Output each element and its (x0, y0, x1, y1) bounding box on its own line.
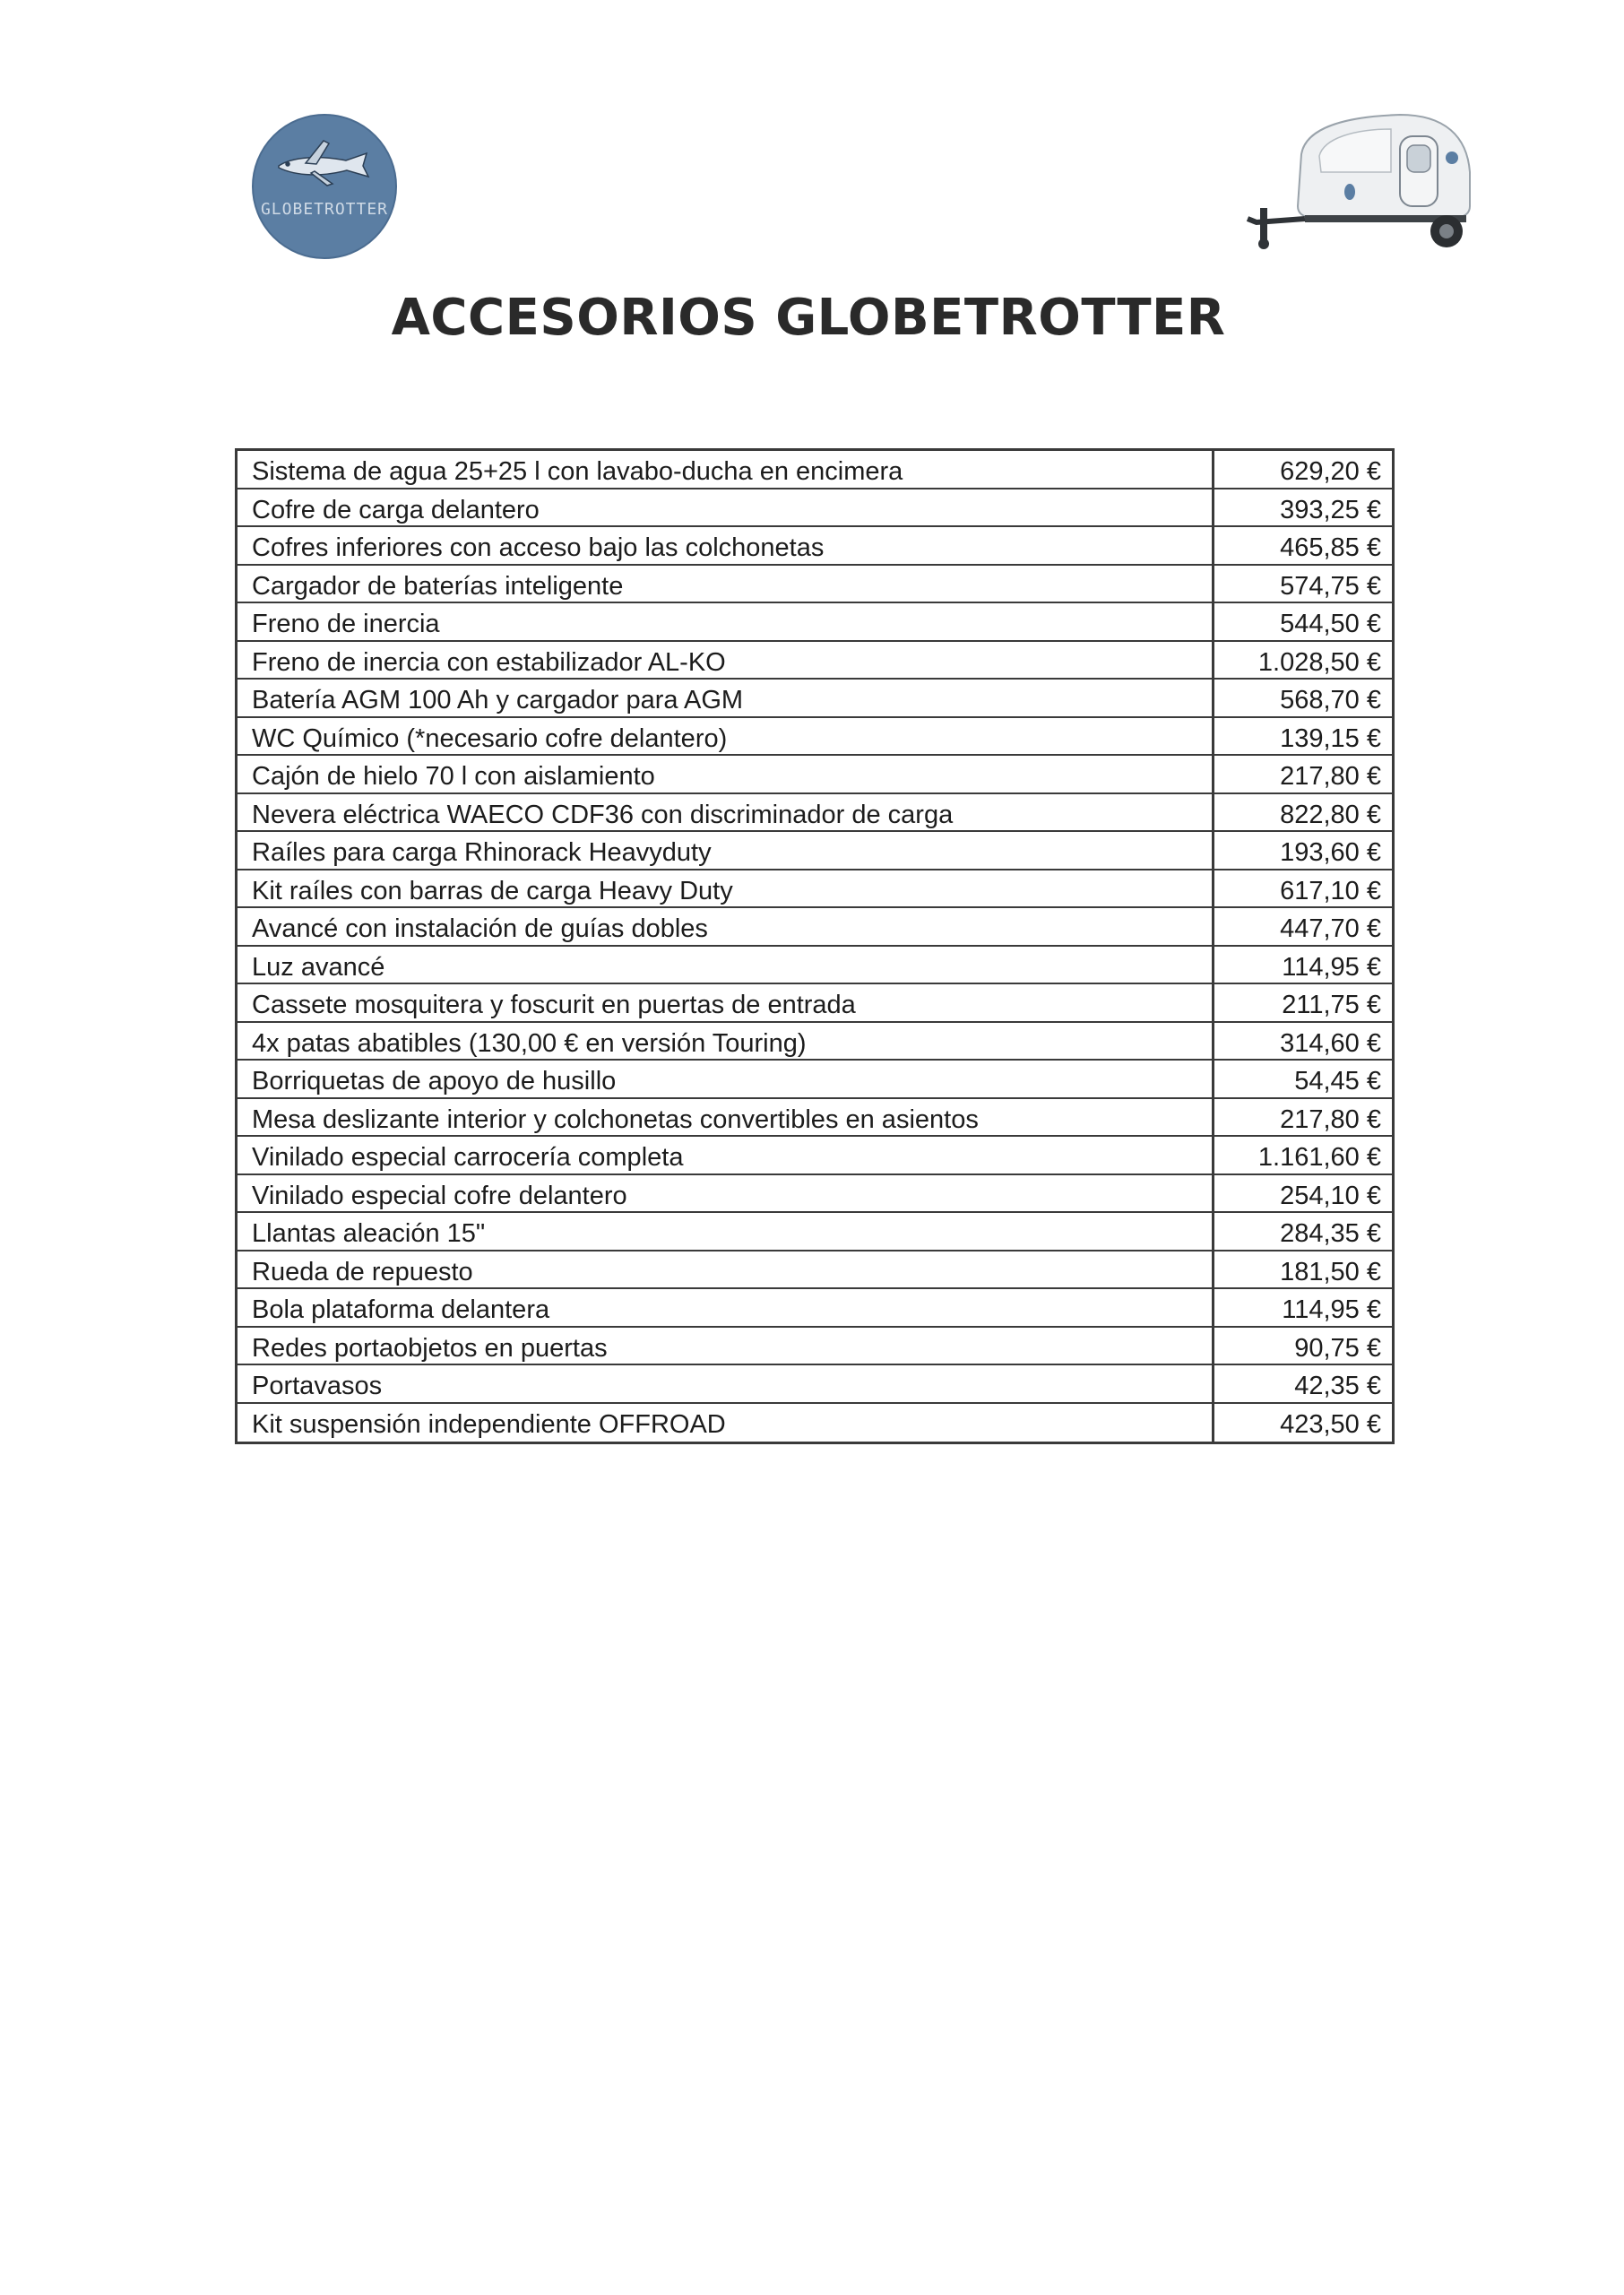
accessory-name: WC Químico (*necesario cofre delantero) (252, 723, 728, 753)
accessory-price: 254,10 € (1212, 1175, 1392, 1212)
table-row (238, 680, 1392, 718)
table-row (238, 451, 1392, 489)
table-row (238, 1213, 1392, 1251)
accessory-name: Vinilado especial cofre delantero (252, 1181, 627, 1210)
accessory-price: 54,45 € (1212, 1061, 1392, 1097)
table-row (238, 527, 1392, 566)
accessory-price: 284,35 € (1212, 1213, 1392, 1250)
accessory-price: 193,60 € (1212, 832, 1392, 869)
accessory-price: 42,35 € (1212, 1365, 1392, 1402)
table-row (238, 489, 1392, 528)
table-row (238, 1023, 1392, 1061)
accessory-price: 211,75 € (1212, 984, 1392, 1021)
accessory-name: Rueda de repuesto (252, 1257, 473, 1286)
accessory-name: Batería AGM 100 Ah y cargador para AGM (252, 686, 744, 714)
table-row (238, 794, 1392, 833)
accessory-name: Vinilado especial carrocería completa (252, 1143, 684, 1172)
table-row (238, 832, 1392, 870)
accessory-name: Freno de inercia con estabilizador AL-KO (252, 647, 726, 677)
accessory-name: Borriquetas de apoyo de husillo (252, 1067, 617, 1096)
accessory-name: Portavasos (252, 1372, 383, 1400)
accessory-price: 544,50 € (1212, 603, 1392, 640)
accessory-name: Cofres inferiores con acceso bajo las colchonetas (252, 533, 825, 562)
accessory-price: 393,25 € (1212, 489, 1392, 526)
accessory-price: 114,95 € (1212, 1289, 1392, 1326)
accessory-price: 1.161,60 € (1212, 1137, 1392, 1173)
table-row (238, 1289, 1392, 1328)
accessory-price: 114,95 € (1212, 947, 1392, 983)
table-row (238, 566, 1392, 604)
accessory-name: Redes portaobjetos en puertas (252, 1333, 608, 1363)
accessory-price: 822,80 € (1212, 794, 1392, 831)
accessory-name: Kit suspensión independiente OFFROAD (252, 1409, 726, 1439)
table-row (238, 908, 1392, 947)
accessory-price: 617,10 € (1212, 870, 1392, 907)
accessory-price: 423,50 € (1212, 1404, 1392, 1442)
accessory-name: Bola plataforma delantera (252, 1295, 550, 1324)
accessory-price: 139,15 € (1212, 718, 1392, 755)
accessory-price: 181,50 € (1212, 1251, 1392, 1288)
accessory-price: 465,85 € (1212, 527, 1392, 564)
table-row (238, 1365, 1392, 1404)
accessory-name: Kit raíles con barras de carga Heavy Duty (252, 876, 733, 905)
accessory-price: 90,75 € (1212, 1328, 1392, 1364)
table-row (238, 1137, 1392, 1175)
table-row (238, 984, 1392, 1023)
table-row (238, 1061, 1392, 1099)
accessory-price: 568,70 € (1212, 680, 1392, 716)
table-row (238, 870, 1392, 909)
table-row (238, 1404, 1392, 1442)
accessory-price: 314,60 € (1212, 1023, 1392, 1060)
accessory-name: Nevera eléctrica WAECO CDF36 con discriminador de carga (252, 800, 954, 829)
accessory-name: Cofre de carga delantero (252, 495, 540, 524)
accessory-name: Luz avancé (252, 952, 385, 982)
table-row (238, 718, 1392, 757)
accessory-name: Mesa deslizante interior y colchonetas convertibles en asientos (252, 1104, 979, 1134)
table-row (238, 947, 1392, 985)
accessories-price-table (235, 448, 1395, 1444)
accessory-price: 217,80 € (1212, 1099, 1392, 1136)
table-row (238, 1099, 1392, 1138)
accessory-price: 447,70 € (1212, 908, 1392, 945)
accessory-price: 1.028,50 € (1212, 642, 1392, 679)
table-row (238, 1175, 1392, 1214)
accessory-name: Cassete mosquitera y foscurit en puertas de entrada (252, 991, 856, 1019)
accessory-name: Cajón de hielo 70 l con aislamiento (252, 762, 655, 791)
accessory-price: 629,20 € (1212, 451, 1392, 488)
accessory-price: 217,80 € (1212, 756, 1392, 792)
accessory-name: Avancé con instalación de guías dobles (252, 914, 708, 943)
table-row (238, 603, 1392, 642)
table-row (238, 1328, 1392, 1366)
logo-text: GLOBETROTTER (260, 200, 389, 219)
accessory-name: Freno de inercia (252, 610, 440, 638)
globetrotter-logo (252, 114, 397, 259)
table-row (238, 1251, 1392, 1290)
accessory-name: 4x patas abatibles (130,00 € en versión Touring) (252, 1028, 807, 1058)
table-row (238, 756, 1392, 794)
page-title: ACCESORIOS GLOBETROTTER (391, 289, 1226, 347)
trailer-image (1239, 100, 1479, 255)
accessory-name: Llantas aleación 15" (252, 1219, 486, 1248)
table-row (238, 642, 1392, 680)
accessory-name: Sistema de agua 25+25 l con lavabo-ducha en encimera (252, 457, 903, 486)
accessory-name: Raíles para carga Rhinorack Heavyduty (252, 838, 712, 867)
accessory-price: 574,75 € (1212, 566, 1392, 602)
accessory-name: Cargador de baterías inteligente (252, 571, 624, 601)
